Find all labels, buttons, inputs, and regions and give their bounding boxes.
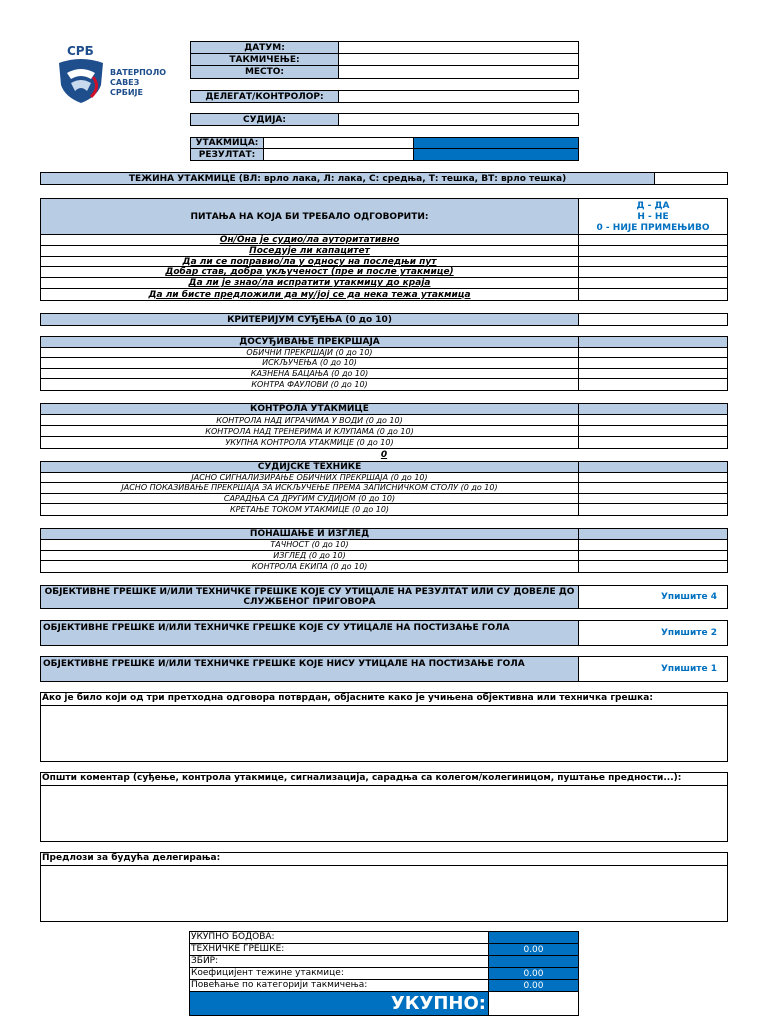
question-item: Добар став, добра укљученост (пре и после утакмице) [41,267,579,278]
comment-label: Предлози за будућа делегирања: [41,853,727,866]
criterion-item: ИСКЉУЧЕЊА (0 до 10) [41,358,579,369]
section-tehnike [40,461,728,516]
score-field[interactable] [579,551,727,562]
match-info-table [190,41,579,79]
answer-field[interactable] [579,235,727,246]
score-field[interactable] [579,369,727,380]
criterion-item: САРАДЊА СА ДРУГИМ СУДИЈОМ (0 до 10) [41,494,579,505]
rezultat-home-field[interactable] [264,149,414,160]
summary-value: 0.00 [489,968,578,980]
utakmica-label: УТАКМИЦА: [191,138,264,149]
criteria-field[interactable] [579,314,727,325]
criterion-item: КОНТРА ФАУЛОВИ (0 до 10) [41,379,579,390]
datum-label: ДАТУМ: [191,42,339,54]
error-hint: Упишите 1 [660,664,718,674]
error-row-goal [40,620,728,646]
tezina-label: ТЕЖИНА УТАКМИЦЕ (ВЛ: врло лака, Л: лака, С: средња, Т: тешка, ВТ: врло тешка) [41,173,655,184]
question-item: Да ли бисте предложили да му/јој се да нека тежа утакмица [41,289,579,300]
logo-line-1: ВАТЕРПОЛО [110,68,167,77]
question-item: Поседује ли капацитет [41,246,579,257]
criterion-item: ОБИЧНИ ПРЕКРШАЈИ (0 до 10) [41,348,579,359]
error-hint: Упишите 4 [660,592,718,602]
comment-error-explanation [40,692,728,762]
comment-textarea[interactable] [41,786,727,842]
section-title: ПОНАШАЊЕ И ИЗГЛЕД [41,529,579,540]
error-row-result [40,585,728,609]
datum-field[interactable] [339,42,578,54]
comment-label: Ако је било који од три претходна одговора потврдан, објасните како је учињена објективна или техничка грешка: [41,693,727,706]
summary-value [489,932,578,944]
section-title: ДОСУЂИВАЊЕ ПРЕКРШАЈА [41,337,579,348]
score-field[interactable] [579,540,727,551]
summary-label: Повећање по категорији такмичења: [190,980,489,992]
summary-table [189,931,579,1016]
legend-yes: Д - ДА [636,201,670,211]
takmicenje-label: ТАКМИЧЕЊЕ: [191,54,339,66]
section-title: СУДИЈСКЕ ТЕХНИКЕ [41,462,579,473]
section-title-cell [579,337,727,348]
takmicenje-field[interactable] [339,54,578,66]
section-title-cell [579,529,727,540]
criteria-row [40,313,728,326]
score-field[interactable] [579,483,727,494]
section-title-cell [579,404,727,415]
utakmica-away-field[interactable] [414,138,578,149]
answer-field[interactable] [579,289,727,300]
criterion-item: ИЗГЛЕД (0 до 10) [41,551,579,562]
rezultat-away-field[interactable] [414,149,578,160]
criterion-item: ЈАСНО ПОКАЗИВАЊЕ ПРЕКРШАЈА ЗА ИСКЉУЧЕЊЕ ПРЕМА ЗАПИСНИЧКОМ СТОЛУ (0 до 10) [41,483,579,494]
federation-logo [55,44,175,104]
comment-future [40,852,728,922]
criterion-item: ЈАСНО СИГНАЛИЗИРАЊЕ ОБИЧНИХ ПРЕКРШАЈА (0 до 10) [41,473,579,484]
criterion-item: КОНТРОЛА НАД ИГРАЧИМА У ВОДИ (0 до 10) [41,415,579,426]
section-ponasanje [40,528,728,573]
delegat-label: ДЕЛЕГАТ/КОНТРОЛОР: [191,91,339,102]
score-field[interactable] [579,358,727,369]
criterion-item: КРЕТАЊЕ ТОКОМ УТАКМИЦЕ (0 до 10) [41,504,579,515]
logo-abbr: СРБ [67,44,94,58]
error-text: ОБЈЕКТИВНЕ ГРЕШКЕ И/ИЛИ ТЕХНИЧКЕ ГРЕШКЕ КОЈЕ СУ УТИЦАЛЕ НА РЕЗУЛТАТ ИЛИ СУ ДОВЕЛЕ ДО СЛУЖБЕНОГ ПРИГОВОРА [41,586,579,608]
summary-label: ЗБИР: [190,956,489,968]
criterion-item: КОНТРОЛА НАД ТРЕНЕРИМА И КЛУПАМА (0 до 10) [41,426,579,437]
error-row-nogoal [40,656,728,682]
score-field[interactable] [579,348,727,359]
score-field[interactable] [579,437,727,448]
tezina-field[interactable] [655,173,727,184]
legend-no: Н - НЕ [637,212,669,222]
summary-value: 0.00 [489,944,578,956]
question-item: Да ли се поправио/ла у односу на последњи пут [41,257,579,268]
legend-na: 0 - НИЈЕ ПРИМЕЊИВО [596,223,710,233]
error-text: ОБЈЕКТИВНЕ ГРЕШКЕ И/ИЛИ ТЕХНИЧКЕ ГРЕШКЕ КОЈЕ НИСУ УТИЦАЛЕ НА ПОСТИЗАЊЕ ГОЛА [41,657,579,681]
section-title-cell [579,462,727,473]
summary-label: УКУПНО БОДОВА: [190,932,489,944]
rezultat-label: РЕЗУЛТАТ: [191,149,264,160]
criterion-item: КОНТРОЛА ЕКИПА (0 до 10) [41,561,579,572]
comment-general [40,772,728,842]
section-kontrola [40,403,728,449]
score-field[interactable] [579,426,727,437]
answer-legend [579,199,727,235]
sudija-label: СУДИЈА: [191,114,339,125]
questions-table [40,198,728,301]
questions-title: ПИТАЊА НА КОЈА БИ ТРЕБАЛО ОДГОВОРИТИ: [41,199,579,235]
error-field[interactable] [579,586,651,608]
summary-label: ТЕХНИЧКЕ ГРЕШКЕ: [190,944,489,956]
comment-textarea[interactable] [41,866,727,922]
comment-label: Општи коментар (суђење, контрола утакмице, сигнализација, сарадња са колегом/колегиницом, пуштање предности...): [41,773,727,786]
sudija-field[interactable] [339,114,578,125]
delegat-row [190,90,579,103]
error-hint: Упишите 2 [660,628,718,638]
questions-list [41,235,727,300]
answer-field[interactable] [579,278,727,289]
answer-field[interactable] [579,257,727,268]
section-prekrsaji [40,336,728,391]
section-title: КОНТРОЛА УТАКМИЦЕ [41,404,579,415]
error-text: ОБЈЕКТИВНЕ ГРЕШКЕ И/ИЛИ ТЕХНИЧКЕ ГРЕШКЕ КОЈЕ СУ УТИЦАЛЕ НА ПОСТИЗАЊЕ ГОЛА [41,621,579,645]
error-field[interactable] [579,621,651,645]
question-item: Да ли је знао/ла испратити утакмицу до краја [41,278,579,289]
score-field[interactable] [579,473,727,484]
criterion-item: КАЗНЕНА БАЦАЊА (0 до 10) [41,369,579,380]
sudija-row [190,113,579,126]
match-result-table [190,137,579,161]
shield-icon [57,57,105,103]
score-field[interactable] [579,561,727,572]
score-field[interactable] [579,494,727,505]
mesto-label: МЕСТО: [191,66,339,78]
score-field[interactable] [579,379,727,390]
comment-textarea[interactable] [41,706,727,762]
score-field[interactable] [579,415,727,426]
summary-value [489,956,578,968]
answer-field[interactable] [579,267,727,278]
kontrola-total: 0 [380,450,388,460]
tezina-row [40,172,728,185]
total-label: УКУПНО: [190,992,489,1015]
criterion-item: ТАЧНОСТ (0 до 10) [41,540,579,551]
error-field[interactable] [579,657,651,681]
logo-line-2: САВЕЗ [110,78,140,87]
criteria-label: КРИТЕРИЈУМ СУЂЕЊА (0 до 10) [41,314,579,325]
criterion-item: УКУПНА КОНТРОЛА УТАКМИЦЕ (0 до 10) [41,437,579,448]
utakmica-home-field[interactable] [264,138,414,149]
score-field[interactable] [579,504,727,515]
logo-line-3: СРБИЈЕ [110,88,143,97]
question-item: Он/Она је судио/ла ауторитативно [41,235,579,246]
total-value-field[interactable] [489,992,578,1015]
answer-field[interactable] [579,246,727,257]
delegat-field[interactable] [339,91,578,102]
summary-label: Коефицијент тежине утакмице: [190,968,489,980]
mesto-field[interactable] [339,66,578,78]
summary-value: 0.00 [489,980,578,992]
